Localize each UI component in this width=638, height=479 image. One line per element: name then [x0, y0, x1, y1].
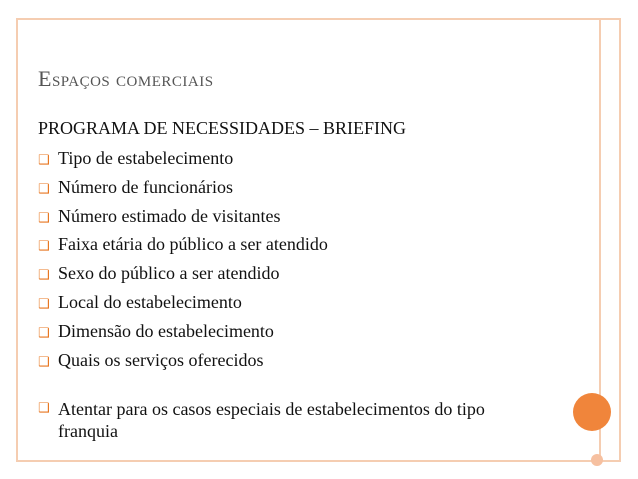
title-initial: E — [38, 66, 52, 91]
list-item — [38, 202, 328, 231]
list-item — [38, 346, 328, 375]
title-rest: spaços comerciais — [51, 67, 214, 91]
slide-title — [38, 66, 214, 92]
square-bullet-icon: ❑ — [38, 325, 50, 341]
square-bullet-icon: ❑ — [38, 296, 50, 312]
slide-subtitle: PROGRAMA DE NECESSIDADES – BRIEFING — [38, 118, 407, 138]
list-item — [38, 173, 328, 202]
note-item — [38, 398, 558, 442]
square-bullet-icon: ❑ — [38, 153, 50, 168]
list-item-text: Quais os serviços oferecidos — [58, 349, 264, 370]
list-item-text: Número estimado de visitantes — [58, 205, 281, 226]
list-item — [38, 144, 328, 173]
list-item — [38, 230, 328, 259]
bullet-list — [38, 144, 328, 374]
decorative-circle-large — [573, 393, 611, 431]
list-item — [38, 317, 328, 346]
note-text: Atentar para os casos especiais de estabelecimentos do tipo franquia — [58, 399, 485, 441]
square-bullet-icon: ❑ — [38, 268, 50, 284]
square-bullet-icon: ❑ — [38, 181, 50, 197]
list-item-text: Faixa etária do público a ser atendido — [58, 234, 328, 255]
list-item-text: Sexo do público a ser atendido — [58, 263, 280, 284]
list-item-text: Número de funcionários — [58, 176, 233, 197]
list-item-text: Local do estabelecimento — [58, 291, 242, 312]
square-bullet-icon: ❑ — [38, 401, 50, 416]
square-bullet-icon: ❑ — [38, 239, 50, 255]
square-bullet-icon: ❑ — [38, 354, 50, 370]
decorative-circle-small — [591, 454, 603, 466]
list-item-text: Dimensão do estabelecimento — [58, 320, 274, 341]
square-bullet-icon: ❑ — [38, 210, 50, 226]
list-item-text: Tipo de estabelecimento — [58, 148, 234, 168]
list-item — [38, 259, 328, 288]
list-item — [38, 288, 328, 317]
